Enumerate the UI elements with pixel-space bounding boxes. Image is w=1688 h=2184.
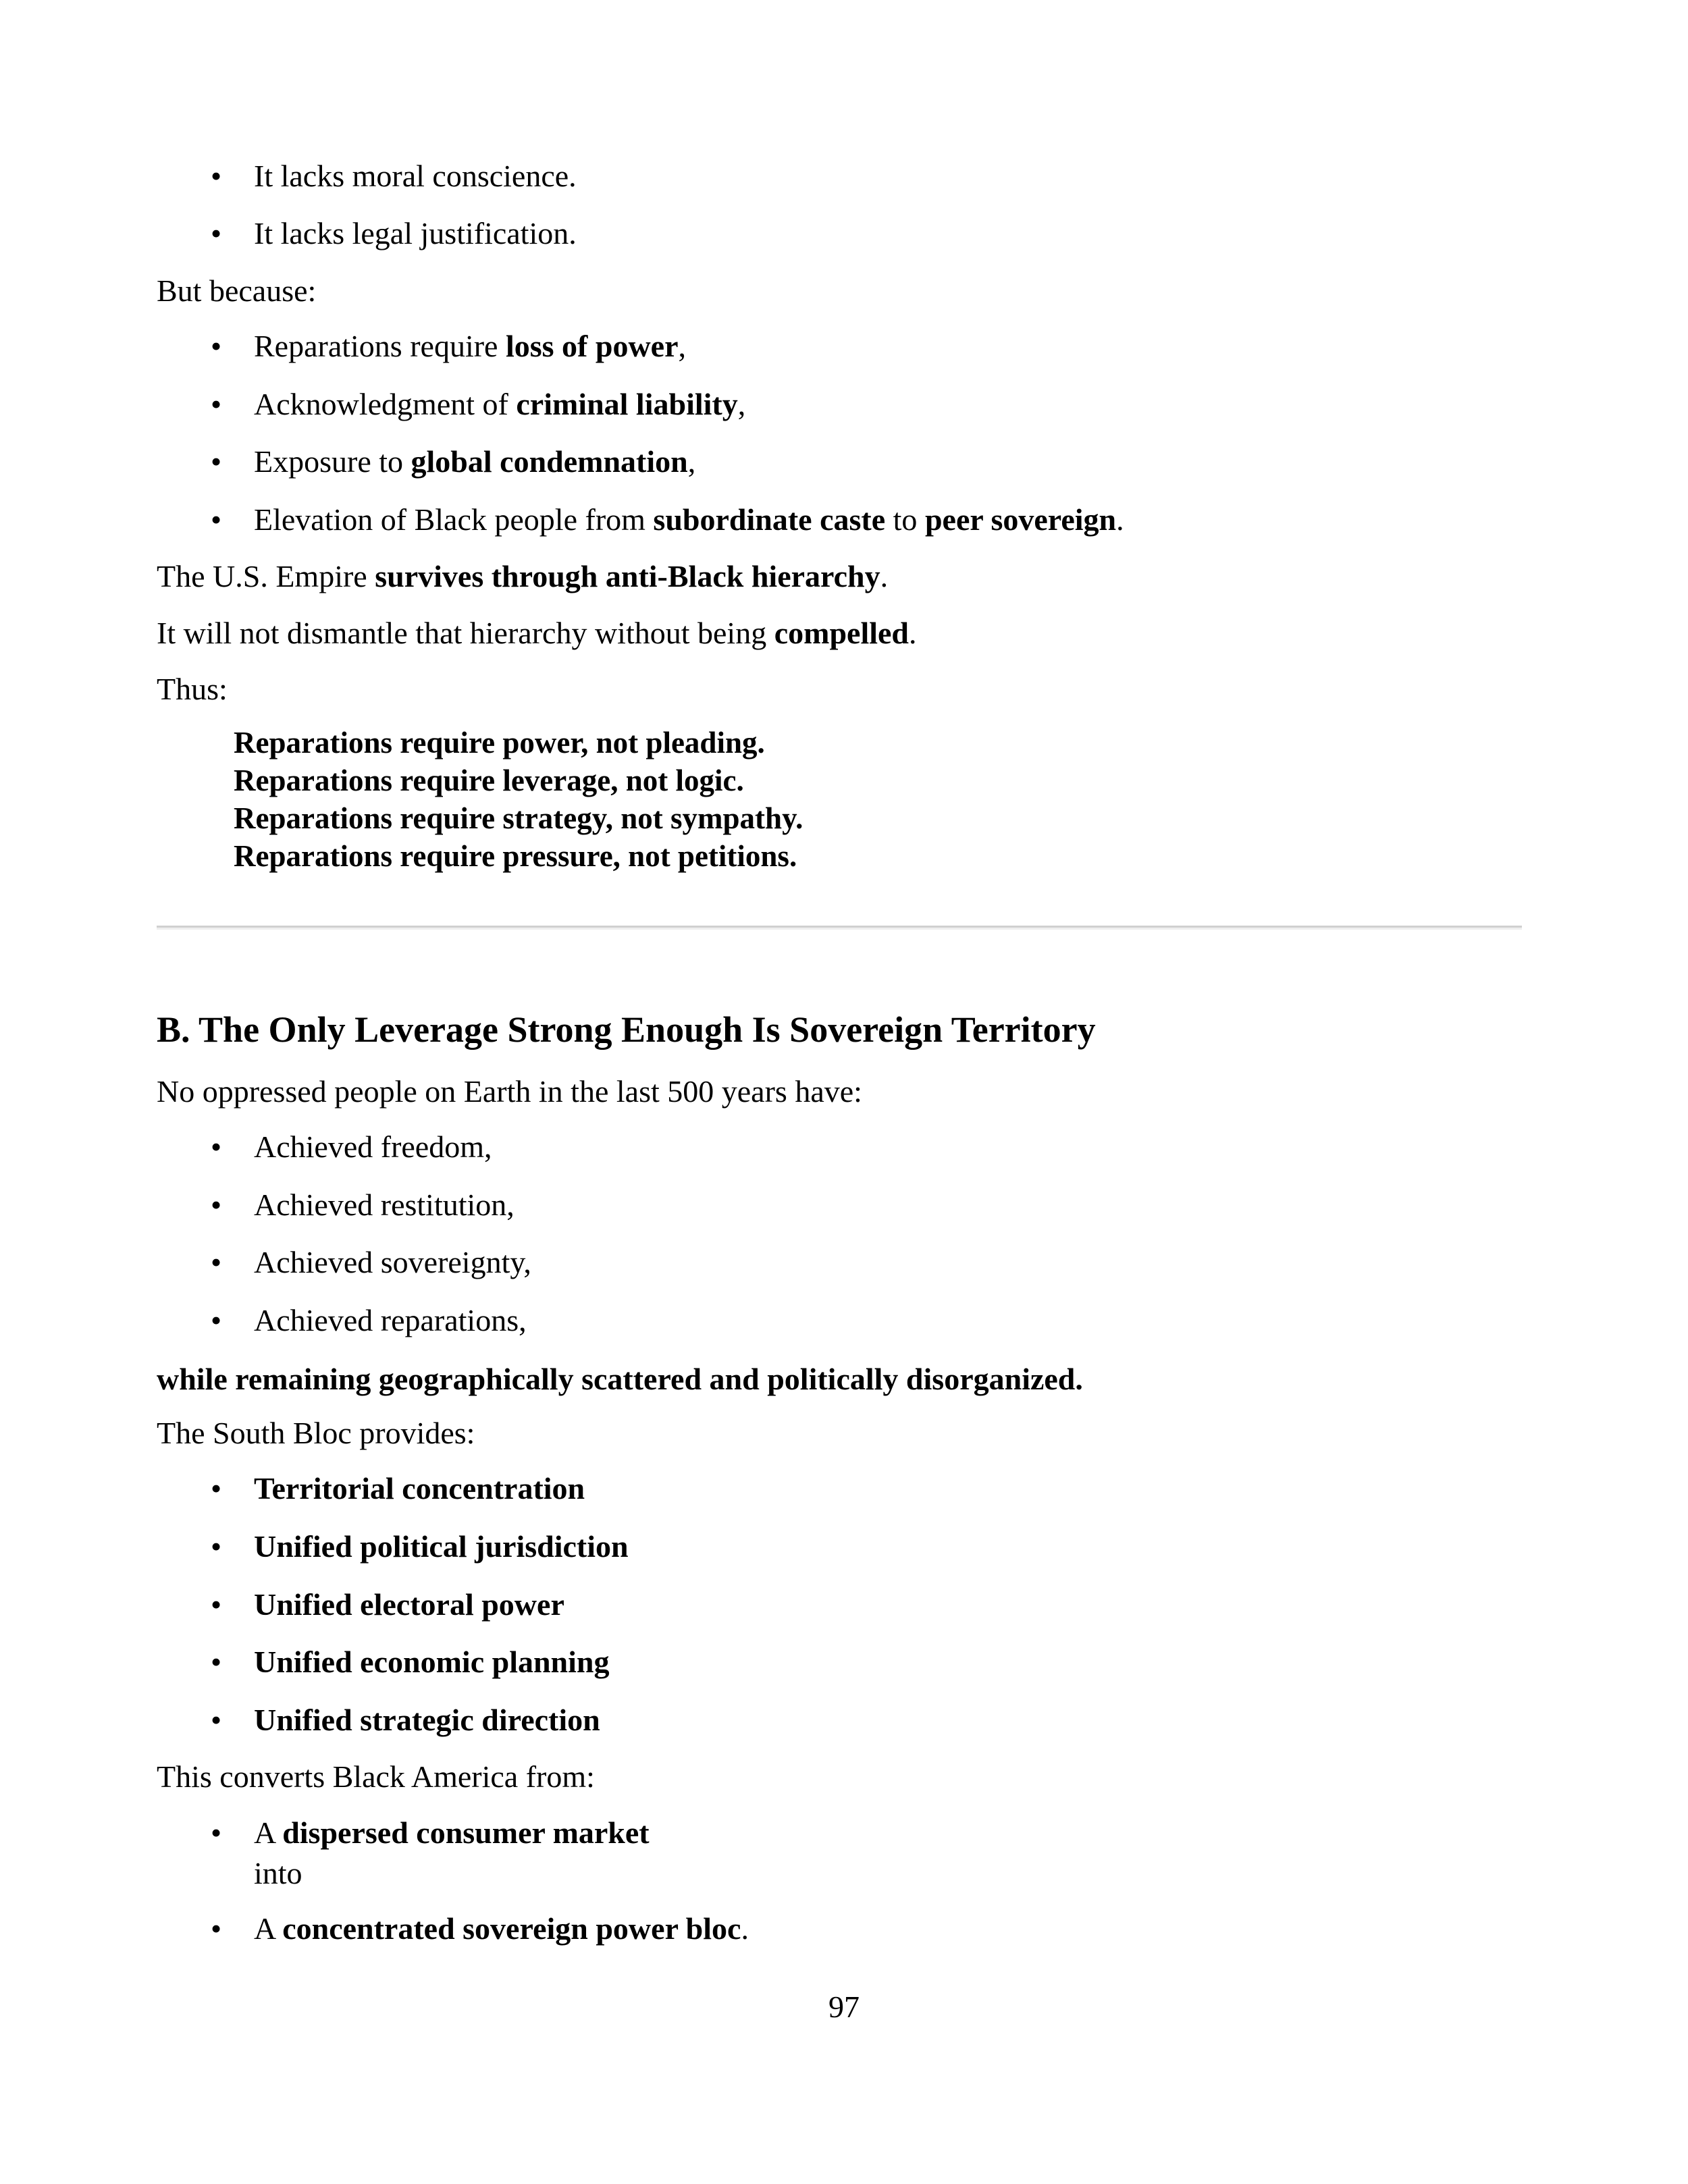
thus-line: Reparations require leverage, not logic.	[234, 764, 744, 797]
list-item: A dispersed consumer market	[254, 1815, 650, 1850]
bullet-glyph: •	[211, 1587, 222, 1622]
thus-line: Reparations require pressure, not petitions.	[234, 839, 797, 873]
list-item: Achieved sovereignty,	[254, 1245, 531, 1279]
list-item: Achieved reparations,	[254, 1303, 527, 1337]
oppressed-intro: No oppressed people on Earth in the last 500 years have:	[157, 1074, 862, 1109]
bullet-glyph: •	[211, 1645, 222, 1679]
list-item: Acknowledgment of criminal liability,	[254, 387, 746, 421]
thus-line: Reparations require strategy, not sympathy.	[234, 801, 803, 835]
list-item: Unified political jurisdiction	[254, 1529, 629, 1564]
bullet-glyph: •	[211, 1245, 222, 1279]
list-item: Unified strategic direction	[254, 1703, 600, 1737]
list-item: Unified economic planning	[254, 1645, 610, 1679]
section-heading: B. The Only Leverage Strong Enough Is Sovereign Territory	[157, 1009, 1096, 1050]
bullet-glyph: •	[211, 1188, 222, 1222]
list-item: Exposure to global condemnation,	[254, 444, 696, 479]
list-item: A concentrated sovereign power bloc.	[254, 1911, 749, 1946]
empire-line: The U.S. Empire survives through anti-Black hierarchy.	[157, 559, 889, 593]
bullet-glyph: •	[211, 216, 222, 250]
bullet-glyph: •	[211, 1303, 222, 1337]
bullet-glyph: •	[211, 387, 222, 421]
but-because-text: But because:	[157, 273, 317, 308]
list-item: It lacks moral conscience.	[254, 159, 577, 193]
converts-intro: This converts Black America from:	[157, 1759, 595, 1794]
bullet-glyph: •	[211, 1529, 222, 1564]
list-item-continuation: into	[254, 1856, 302, 1890]
list-item: Achieved restitution,	[254, 1188, 515, 1222]
bullet-glyph: •	[211, 1129, 222, 1164]
bullet-glyph: •	[211, 1703, 222, 1737]
bullet-glyph: •	[211, 1471, 222, 1506]
bullet-glyph: •	[211, 159, 222, 193]
while-line: while remaining geographically scattered and politically disorganized.	[157, 1362, 1083, 1396]
bullet-glyph: •	[211, 1911, 222, 1946]
list-item: Unified electoral power	[254, 1587, 564, 1622]
thus-line: Reparations require power, not pleading.	[234, 726, 765, 760]
list-item: Elevation of Black people from subordinate caste to peer sovereign.	[254, 502, 1124, 537]
south-bloc-intro: The South Bloc provides:	[157, 1416, 475, 1450]
dismantle-line: It will not dismantle that hierarchy without being compelled.	[157, 616, 917, 650]
list-item: It lacks legal justification.	[254, 216, 577, 250]
bullet-glyph: •	[211, 444, 222, 479]
list-item: Achieved freedom,	[254, 1129, 492, 1164]
list-item: Reparations require loss of power,	[254, 329, 687, 363]
bullet-glyph: •	[211, 1815, 222, 1850]
bullet-glyph: •	[211, 502, 222, 537]
page-number: 97	[828, 1990, 860, 2024]
section-divider	[157, 926, 1522, 930]
bullet-glyph: •	[211, 329, 222, 363]
thus-text: Thus:	[157, 672, 228, 706]
list-item: Territorial concentration	[254, 1471, 585, 1506]
